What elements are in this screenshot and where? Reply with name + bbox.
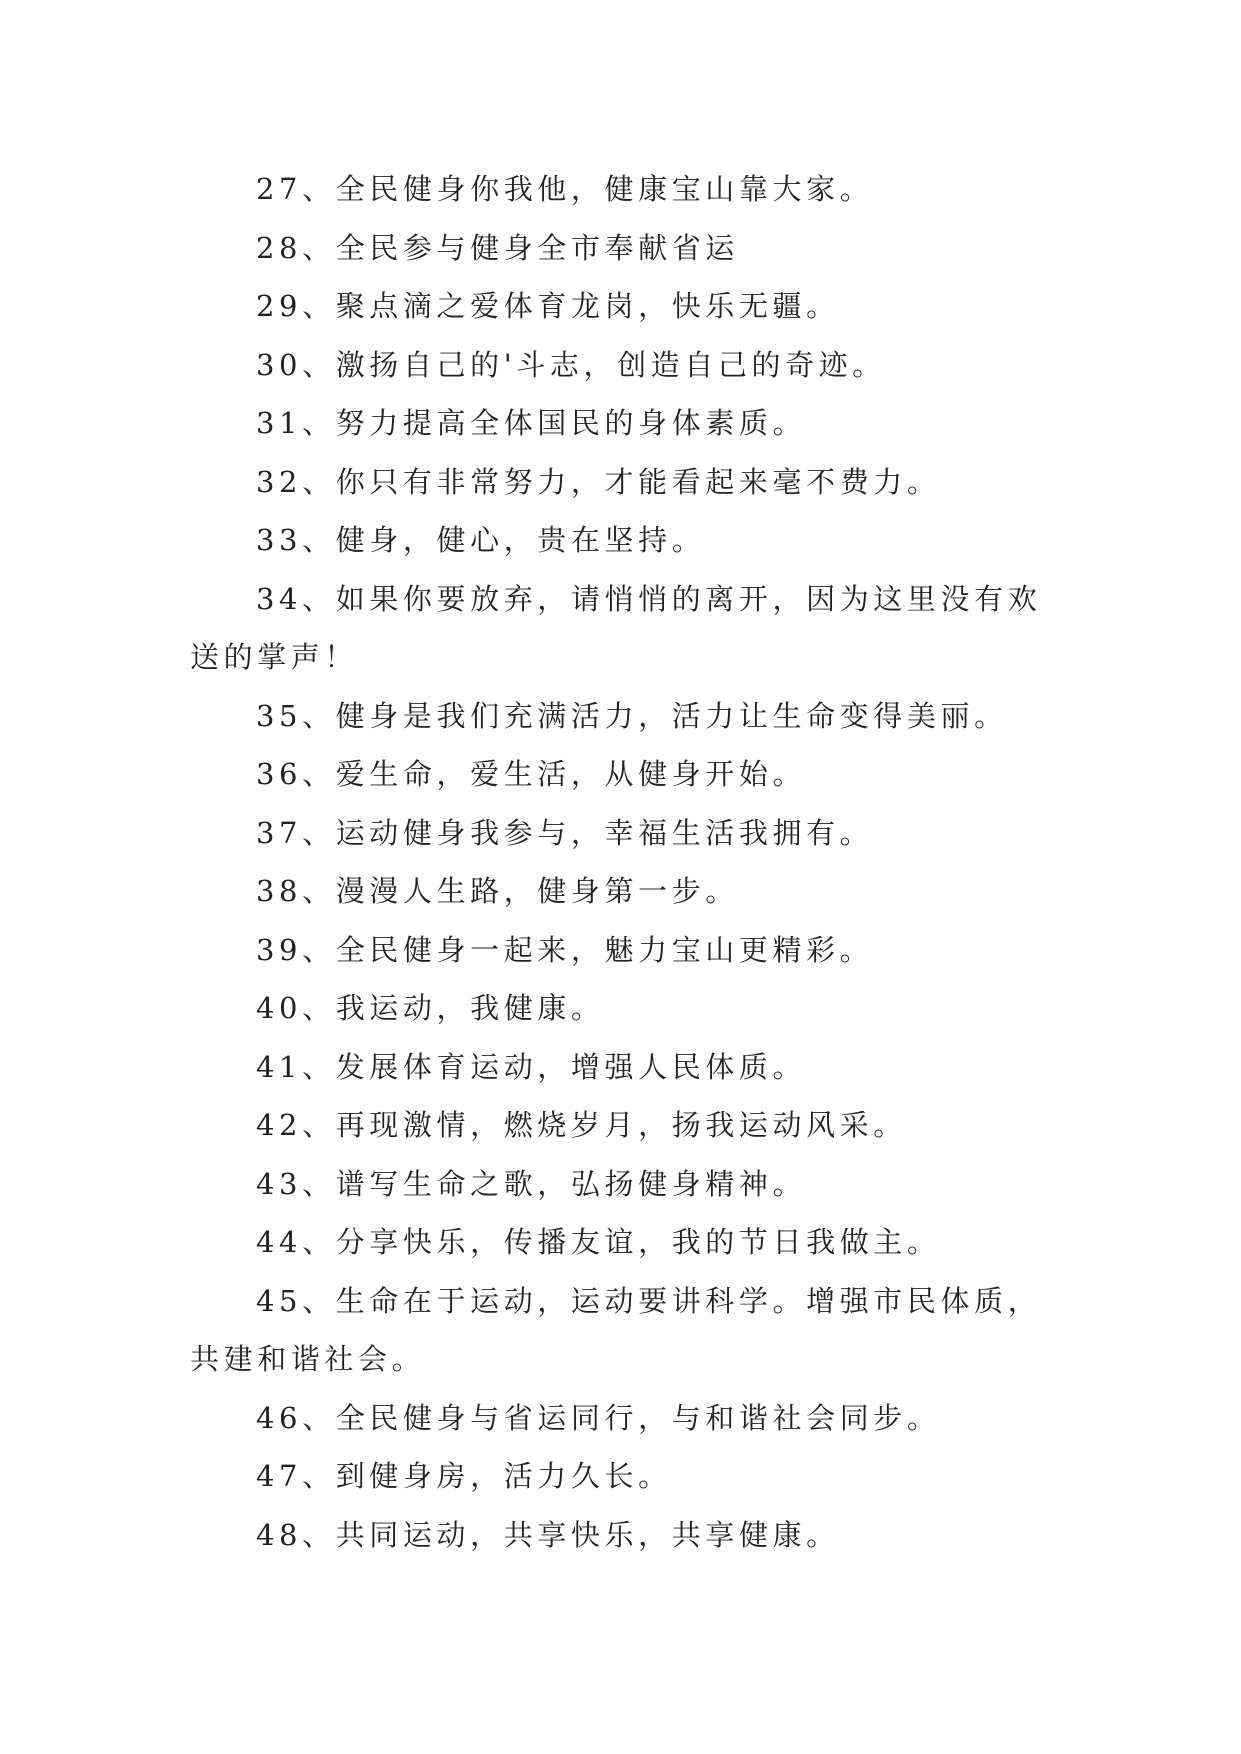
paragraph-40: 40、我运动，我健康。 [256,991,605,1025]
paragraph-35: 35、健身是我们充满活力，活力让生命变得美丽。 [256,698,1008,733]
paragraph-41: 41、发展体育运动，增强人民体质。 [256,1049,807,1084]
paragraph-31: 31、努力提高全体国民的身体素质。 [256,406,807,440]
paragraph-30: 30、激扬自己的'斗志，创造自己的奇迹。 [256,347,886,382]
paragraph-33: 33、健身，健心，贵在坚持。 [256,523,706,557]
paragraph-48: 48、共同运动，共享快乐，共享健康。 [256,1517,840,1552]
paragraph-43: 43、谱写生命之歌，弘扬健身精神。 [256,1166,807,1201]
paragraph-37: 37、运动健身我参与，幸福生活我拥有。 [256,815,874,850]
paragraph-32: 32、你只有非常努力，才能看起来毫不费力。 [256,464,941,499]
paragraph-39: 39、全民健身一起来，魅力宝山更精彩。 [256,932,874,967]
paragraph-34: 34、如果你要放弃，请悄悄的离开，因为这里没有欢送的掌声！ [190,581,1042,674]
paragraph-45: 45、生命在于运动，运动要讲科学。增强市民体质，共建和谐社会。 [190,1283,1042,1376]
paragraph-27: 27、全民健身你我他，健康宝山靠大家。 [256,172,874,206]
paragraph-38: 38、漫漫人生路，健身第一步。 [256,874,739,908]
paragraph-46: 46、全民健身与省运同行，与和谐社会同步。 [256,1400,941,1435]
paragraph-47: 47、到健身房，活力久长。 [256,1459,672,1493]
document-body [190,160,1058,1564]
paragraph-29: 29、聚点滴之爱体育龙岗，快乐无疆。 [256,289,840,323]
paragraph-28: 28、全民参与健身全市奉献省运 [256,230,739,265]
paragraph-36: 36、爱生命，爱生活，从健身开始。 [256,757,807,791]
paragraph-42: 42、再现激情，燃烧岁月，扬我运动风采。 [256,1108,907,1142]
paragraph-44: 44、分享快乐，传播友谊，我的节日我做主。 [256,1225,941,1259]
